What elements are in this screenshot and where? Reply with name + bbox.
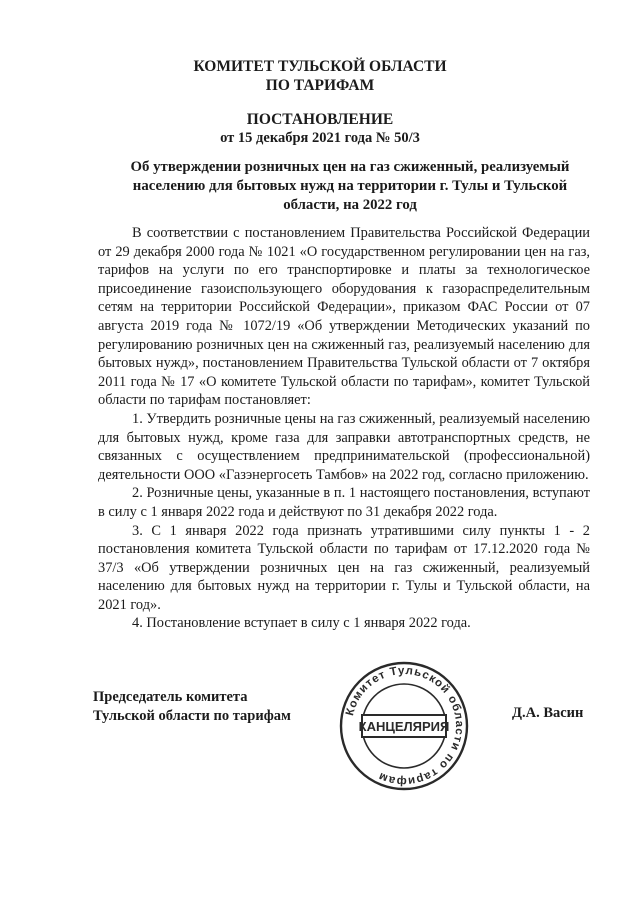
document-type: ПОСТАНОВЛЕНИЕ [246, 111, 394, 128]
org-line-2: ПО ТАРИФАМ [265, 77, 375, 94]
stamp-center-text: КАНЦЕЛЯРИЯ [358, 719, 450, 734]
position-line-2: Тульской области по тарифам [93, 708, 291, 724]
decree-heading [0, 110, 640, 148]
document-title: Об утверждении розничных цен на газ сжиженный, реализуемый населению для бытовых нужд на территории г. Тулы и Тульской области, на 2022 год [130, 159, 570, 213]
organization-name [0, 57, 640, 95]
org-line-1: КОМИТЕТ ТУЛЬСКОЙ ОБЛАСТИ [193, 58, 447, 75]
item-1-paragraph: 1. Утвердить розничные цены на газ сжиженный, реализуемый населению для бытовых нужд, кроме газа для заправки автотранспортных средств, не связанных с осуществлением предпринимательской (профессиональной) деятельности ООО «Газэнергосеть Тамбов» на 2022 год, согласно приложению. [98, 410, 590, 483]
office-stamp [338, 660, 470, 792]
position-line-1: Председатель комитета [93, 689, 248, 705]
document-body [98, 224, 590, 633]
item-2-paragraph: 2. Розничные цены, указанные в п. 1 настоящего постановления, вступают в силу с 1 января 2022 года и действуют по 31 декабря 2022 года. [98, 485, 590, 520]
item-3-paragraph: 3. С 1 января 2022 года признать утратившими силу пункты 1 - 2 постановления комитета Тульской области по тарифам от 17.12.2020 года № 37/3 «Об утверждении розничных цен на газ сжиженный, реализуемый населению для бытовых нужд на территории г. Тулы и Тульской области, на 2021 год». [98, 522, 590, 613]
signatory-position [93, 688, 291, 726]
preamble-paragraph: В соответствии с постановлением Правительства Российской Федерации от 29 декабря 2000 года № 1021 «О государственном регулировании цен на газ, тарифов на услуги по его транспортировке и платы за технологическое присоединение газоиспользующего оборудования к газораспределительным сетям на территории Российской Федерации», приказом ФАС России от 07 августа 2019 года № 1072/19 «Об утверждении Методических указаний по регулированию розничных цен на сжиженный газ, реализуемый населению для бытовых нужд», постановлением Правительства Тульской области от 7 октября 2011 года № 17 «О комитете Тульской области по тарифам», комитет Тульской области по тарифам постановляет: [98, 225, 590, 409]
signatory-name: Д.А. Васин [512, 705, 584, 721]
document-date-number: от 15 декабря 2021 года № 50/3 [220, 130, 420, 146]
item-4-paragraph: 4. Постановление вступает в силу с 1 января 2022 года. [132, 615, 471, 632]
stamp-ring-text: Комитет Тульской области по тарифам [344, 664, 466, 788]
